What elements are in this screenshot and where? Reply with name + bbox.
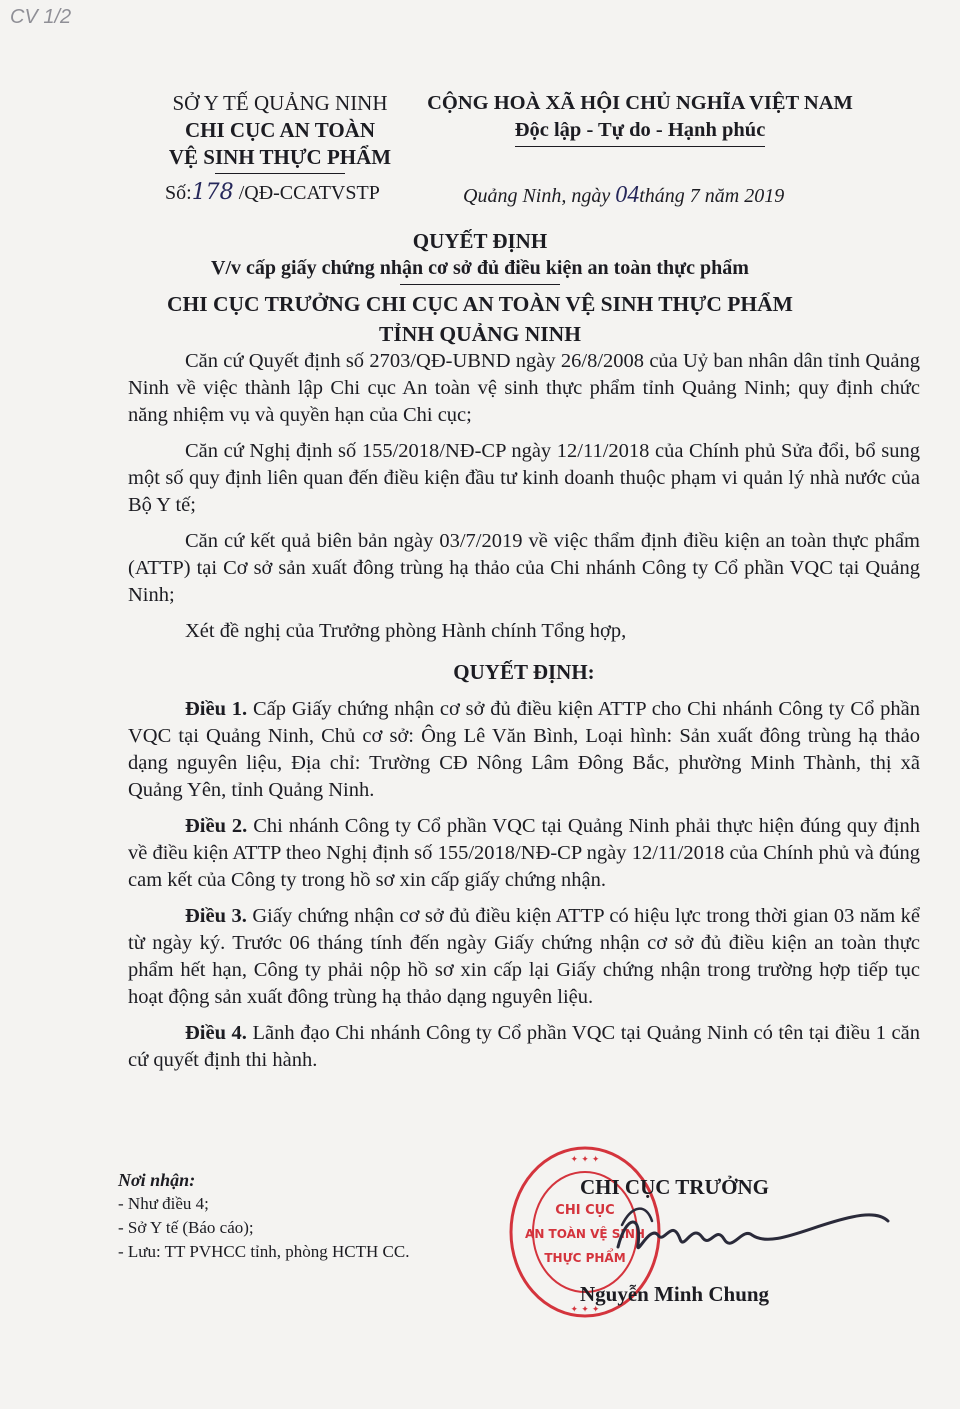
signer-name: Nguyễn Minh Chung [580,1282,770,1306]
national-motto-header [420,90,860,147]
doc-number-suffix: /QĐ-CCATVSTP [238,182,380,204]
article-1 [128,696,920,804]
corner-handwritten-note: CV 1/2 [10,6,72,28]
recipient-item: - Lưu: TT PVHCC tỉnh, phòng HCTH CC. [118,1242,410,1261]
document-date [463,182,784,209]
article-label: Điều 3. [185,905,247,927]
agency-parent: SỞ Y TẾ QUẢNG NINH [172,91,388,115]
article-text: Chi nhánh Công ty Cổ phần VQC tại Quảng Ninh phải thực hiện đúng quy định về điều kiện ATTP theo Nghị định số 155/2018/NĐ-CP ngày 12/11/2018 của Chính phủ và đúng cam kết của Công ty trong hồ sơ xin cấp giấy chứng nhận. [128,815,921,891]
seal-inner-line3: THỰC PHẨM [544,1251,626,1265]
signer-title: CHI CỤC TRƯỞNG [580,1175,770,1199]
recipient-item: - Sở Y tế (Báo cáo); [118,1218,254,1237]
recipients-block [118,1168,498,1264]
agency-underline [215,173,345,174]
recipients-title: Nơi nhận: [118,1170,196,1190]
agency-name-line2: VỆ SINH THỰC PHẨM [168,145,392,169]
subtitle-underline [400,284,560,285]
title-block [120,228,840,349]
motto-underline [515,146,765,147]
date-day-handwritten: 04 [615,182,640,208]
basis-paragraph: Căn cứ Nghị định số 155/2018/NĐ-CP ngày 12/11/2018 của Chính phủ Sửa đổi, bổ sung một số quy định liên quan đến điều kiện đầu tư kinh doanh thuộc phạm vi quản lý nhà nước của Bộ Y tế; [128,440,920,516]
document-body [128,348,920,1083]
doc-number-handwritten: 178 [191,180,234,205]
motto: Độc lập - Tự do - Hạnh phúc [514,119,766,141]
basis-paragraph: Xét đề nghị của Trưởng phòng Hành chính Tổng hợp, [185,620,627,642]
seal-ring-text-bottom: ✦ ✦ ✦ [570,1305,600,1315]
document-title: QUYẾT ĐỊNH [412,229,548,253]
article-text: Cấp Giấy chứng nhận cơ sở đủ điều kiện ATTP cho Chi nhánh Công ty Cổ phần VQC tại Quảng Ninh, Chủ cơ sở: Ông Lê Văn Bình, Loại hình: Sản xuất đông trùng hạ thảo dạng nguyên liệu, Địa chỉ: Trường CĐ Nông Lâm Đông Bắc, phường Minh Thành, thị xã Quảng Yên, tỉnh Quảng Ninh. [128,698,920,801]
article-2 [128,813,920,894]
doc-number-prefix: Số: [165,182,192,204]
basis-paragraph: Căn cứ Quyết định số 2703/QĐ-UBND ngày 26/8/2008 của Uỷ ban nhân dân tỉnh Quảng Ninh về việc thành lập Chi cục An toàn vệ sinh thực phẩm tỉnh Quảng Ninh; quy định chức năng nhiệm vụ và quyền hạn của Chi cục; [128,350,920,426]
issuer-line1: CHI CỤC TRƯỞNG CHI CỤC AN TOÀN VỆ SINH THỰC PHẨM [167,292,793,316]
article-3 [128,903,920,1011]
article-label: Điều 2. [185,815,248,837]
handwritten-signature [612,1195,892,1275]
seal-inner-line1: CHI CỤC [555,1203,615,1218]
article-label: Điều 4. [185,1022,247,1044]
article-text: Giấy chứng nhận cơ sở đủ điều kiện ATTP có hiệu lực trong thời gian 03 năm kể từ ngày ký. Trước 06 tháng tính đến ngày Giấy chứng nhận cơ sở đủ điều kiện an toàn thực phẩm hết hạn, Công ty phải nộp hồ sơ xin cấp lại Giấy chứng nhận trong trường hợp tiếp tục hoạt động sản xuất đông trùng hạ thảo dạng nguyên liệu. [128,905,920,1008]
document-number [165,180,380,205]
article-4 [128,1020,920,1074]
agency-name-line1: CHI CỤC AN TOÀN [184,118,375,142]
seal-inner-line2: AN TOÀN VỆ SINH [525,1227,645,1241]
decision-heading: QUYẾT ĐỊNH: [453,660,595,684]
article-label: Điều 1. [185,698,248,720]
article-text: Lãnh đạo Chi nhánh Công ty Cổ phần VQC tại Quảng Ninh có tên tại điều 1 căn cứ quyết định thi hành. [128,1022,921,1071]
seal-ring-text-top: ✦ ✦ ✦ [570,1155,600,1165]
date-prefix: Quảng Ninh, ngày [463,185,611,207]
issuer-line2: TỈNH QUẢNG NINH [379,322,581,346]
recipient-item: - Như điều 4; [118,1194,209,1213]
basis-paragraph: Căn cứ kết quả biên bản ngày 03/7/2019 về việc thẩm định điều kiện an toàn thực phẩm (ATTP) tại Cơ sở sản xuất đông trùng hạ thảo của Chi nhánh Công ty Cổ phần VQC tại Quảng Ninh; [128,530,920,606]
document-subtitle: V/v cấp giấy chứng nhận cơ sở đủ điều kiện an toàn thực phẩm [211,257,749,279]
country-name: CỘNG HOÀ XÃ HỘI CHỦ NGHĨA VIỆT NAM [427,92,853,114]
date-suffix: tháng 7 năm 2019 [639,185,785,207]
issuing-agency-header [140,90,420,174]
